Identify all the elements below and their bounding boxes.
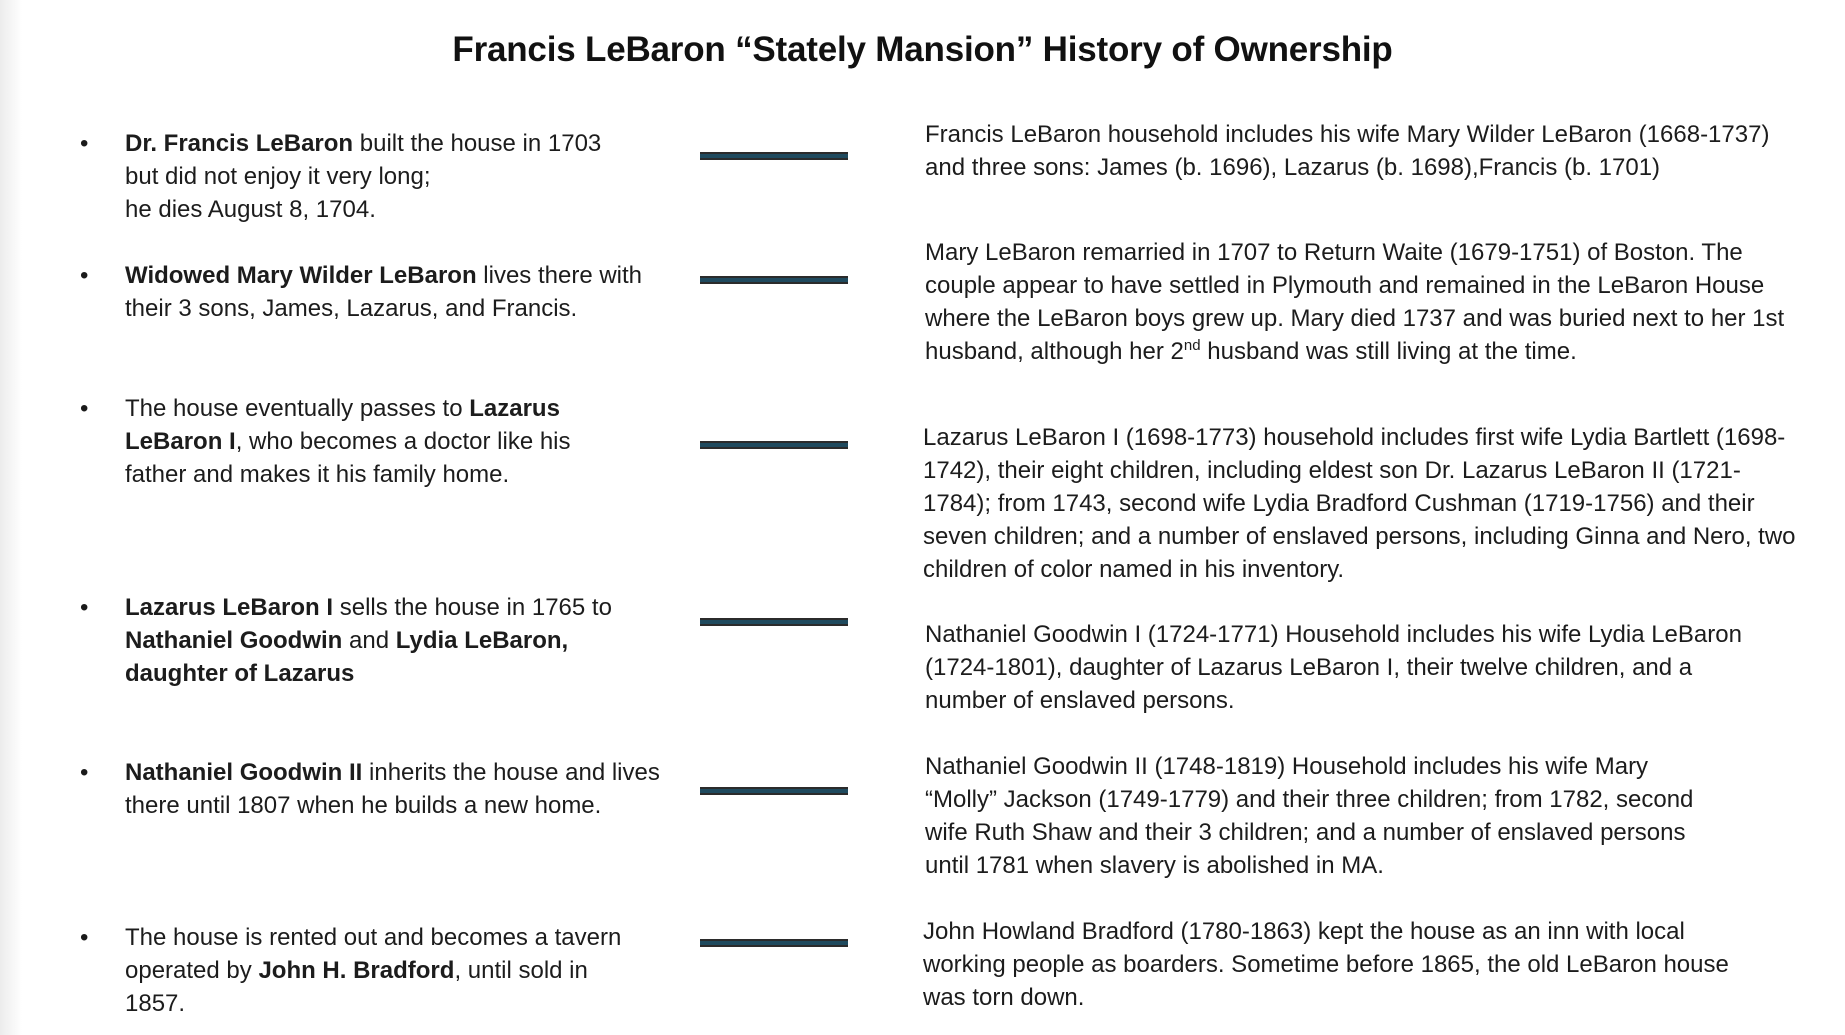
connector-line [700, 618, 848, 626]
connector-line [700, 441, 848, 449]
connector-line [700, 152, 848, 160]
owner-name: John H. Bradford [258, 957, 455, 984]
owner-name: Nathaniel Goodwin II [125, 759, 363, 786]
owner-entry-bradford: The house is rented out and becomes a tavern operated by John H. Bradford, until sold in 1857. [125, 924, 622, 1017]
owner-name: Lazarus LeBaron I [125, 594, 334, 621]
owner-name: Dr. Francis LeBaron [125, 130, 354, 157]
page-title: Francis LeBaron “Stately Mansion” History of Ownership [452, 30, 1393, 69]
owner-entry-lazarus: The house eventually passes to Lazarus LeBaron I, who becomes a doctor like his father and makes it his family home. [125, 395, 571, 488]
household-note-francis: Francis LeBaron household includes his wife Mary Wilder LeBaron (1668-1737) and three sons: James (b. 1696), Lazarus (b. 1698),Francis (b. 1701) [925, 121, 1770, 181]
household-note-mary: Mary LeBaron remarried in 1707 to Return Waite (1679-1751) of Boston. The couple appear to have settled in Plymouth and remained in the LeBaron House where the LeBaron boys grew up. Mary died 1737 and was buried next to her 1st husband, although her 2nd husband was still living at the time. [925, 239, 1785, 365]
bullet-marker: • [80, 594, 89, 621]
owner-entry-goodwin-ii: Nathaniel Goodwin II inherits the house and lives there until 1807 when he builds a new home. [125, 759, 660, 819]
bullet-marker: • [80, 924, 89, 951]
owner-entry-mary: Widowed Mary Wilder LeBaron lives there with their 3 sons, James, Lazarus, and Francis. [125, 262, 643, 322]
bullet-marker: • [80, 395, 89, 422]
connector-line [700, 939, 848, 947]
page-edge-shadow [0, 0, 22, 1035]
owner-name: Nathaniel Goodwin [125, 627, 343, 654]
household-note-lazarus: Lazarus LeBaron I (1698-1773) household includes first wife Lydia Bartlett (1698-1742), their eight children, including eldest son Dr. Lazarus LeBaron II (1721-1784); from 1743, second wife Lydia Bradford Cushman (1719-1756) and their seven children; and a number of enslaved persons, including Ginna and Nero, two children of color named in his inventory. [923, 424, 1796, 583]
connector-line [700, 276, 848, 284]
household-note-goodwin: Nathaniel Goodwin I (1724-1771) Household includes his wife Lydia LeBaron (1724-1801), daughter of Lazarus LeBaron I, their twelve children, and a number of enslaved persons. [925, 621, 1742, 714]
bullet-marker: • [80, 262, 89, 289]
owner-name: Lydia LeBaron, daughter of Lazarus [125, 627, 569, 687]
bullet-marker: • [80, 130, 89, 157]
owner-name: Lazarus LeBaron I [125, 395, 560, 455]
owner-entry-goodwin: Lazarus LeBaron I sells the house in 1765 to Nathaniel Goodwin and Lydia LeBaron, daughter of Lazarus [125, 594, 612, 687]
household-note-goodwin-ii: Nathaniel Goodwin II (1748-1819) Household includes his wife Mary “Molly” Jackson (1749-1779) and their three children; from 1782, second wife Ruth Shaw and their 3 children; and a number of enslaved persons until 1781 when slavery is abolished in MA. [925, 753, 1694, 879]
bullet-marker: • [80, 759, 89, 786]
owner-entry-francis: Dr. Francis LeBaron built the house in 1703 but did not enjoy it very long; he dies August 8, 1704. [125, 130, 602, 223]
household-note-bradford: John Howland Bradford (1780-1863) kept the house as an inn with local working people as boarders. Sometime before 1865, the old LeBaron house was torn down. [923, 918, 1729, 1011]
owner-name: Widowed Mary Wilder LeBaron [125, 262, 477, 289]
connector-line [700, 787, 848, 795]
